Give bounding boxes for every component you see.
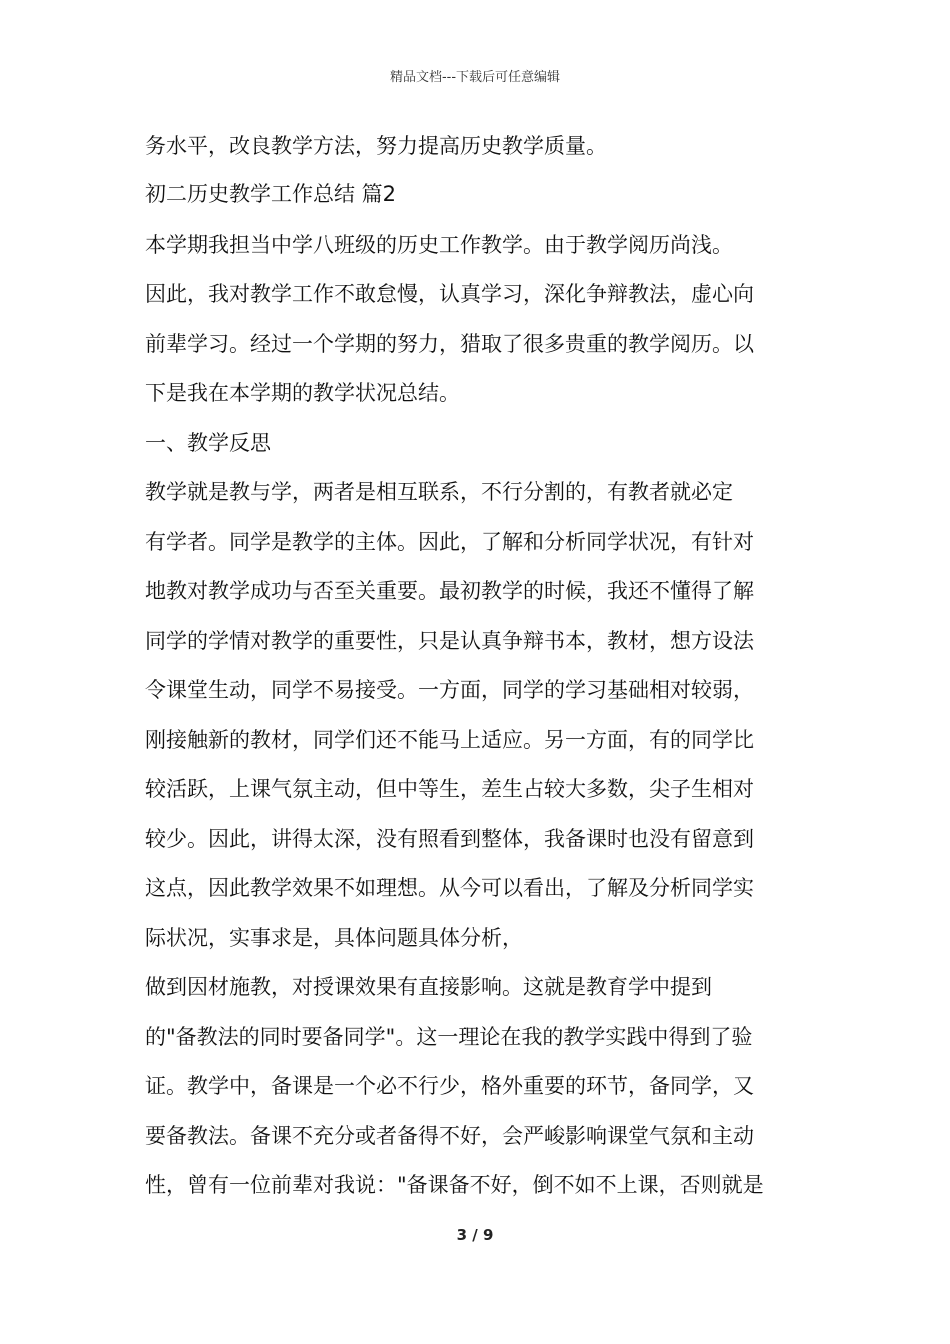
body-line: 地教对教学成功与否至关重要。最初教学的时候，我还不懂得了解 xyxy=(145,579,754,603)
body-line: 际状况，实事求是，具体问题具体分析， xyxy=(145,925,523,950)
body-line: 证。教学中，备课是一个必不行少，格外重要的环节，备同学，又 xyxy=(145,1074,754,1098)
body-line: 这点，因此教学效果不如理想。从今可以看出，了解及分析同学实 xyxy=(145,876,754,900)
document-body xyxy=(145,122,810,1211)
body-line: 性，曾有一位前辈对我说："备课备不好，倒不如不上课，否则就是 xyxy=(145,1173,764,1197)
body-line: 的"备教法的同时要备同学"。这一理论在我的教学实践中得到了验 xyxy=(145,1024,753,1049)
body-line: 下是我在本学期的教学状况总结。 xyxy=(145,381,460,405)
subsection-heading: 一、教学反思 xyxy=(145,430,271,455)
body-line: 因此，我对教学工作不敢怠慢，认真学习，深化争辩教法，虚心向 xyxy=(145,282,754,306)
body-line: 务水平，改良教学方法，努力提高历史教学质量。 xyxy=(145,134,607,158)
body-line: 较活跃，上课气氛主动，但中等生，差生占较大多数，尖子生相对 xyxy=(145,777,754,801)
page-header: 精品文档---下载后可任意编辑 xyxy=(389,70,561,85)
body-line: 前辈学习。经过一个学期的努力，猎取了很多贵重的教学阅历。以 xyxy=(145,331,754,356)
body-line: 同学的学情对教学的重要性，只是认真争辩书本，教材，想方设法 xyxy=(145,628,754,653)
body-line: 较少。因此，讲得太深，没有照看到整体，我备课时也没有留意到 xyxy=(145,826,754,851)
body-line: 教学就是教与学，两者是相互联系，不行分割的，有教者就必定 xyxy=(145,480,733,504)
body-line: 本学期我担当中学八班级的历史工作教学。由于教学阅历尚浅。 xyxy=(145,232,733,257)
body-line: 做到因材施教，对授课效果有直接影响。这就是教育学中提到 xyxy=(145,975,712,999)
body-line: 要备教法。备课不充分或者备得不好，会严峻影响课堂气氛和主动 xyxy=(145,1123,754,1148)
body-line: 有学者。同学是教学的主体。因此，了解和分析同学状况，有针对 xyxy=(145,529,754,554)
page-number: 3 / 9 xyxy=(456,1226,494,1244)
body-line: 令课堂生动，同学不易接受。一方面，同学的学习基础相对较弱， xyxy=(145,678,754,702)
body-line: 刚接触新的教材，同学们还不能马上适应。另一方面，有的同学比 xyxy=(145,727,754,752)
section-title: 初二历史教学工作总结 篇2 xyxy=(145,181,397,206)
